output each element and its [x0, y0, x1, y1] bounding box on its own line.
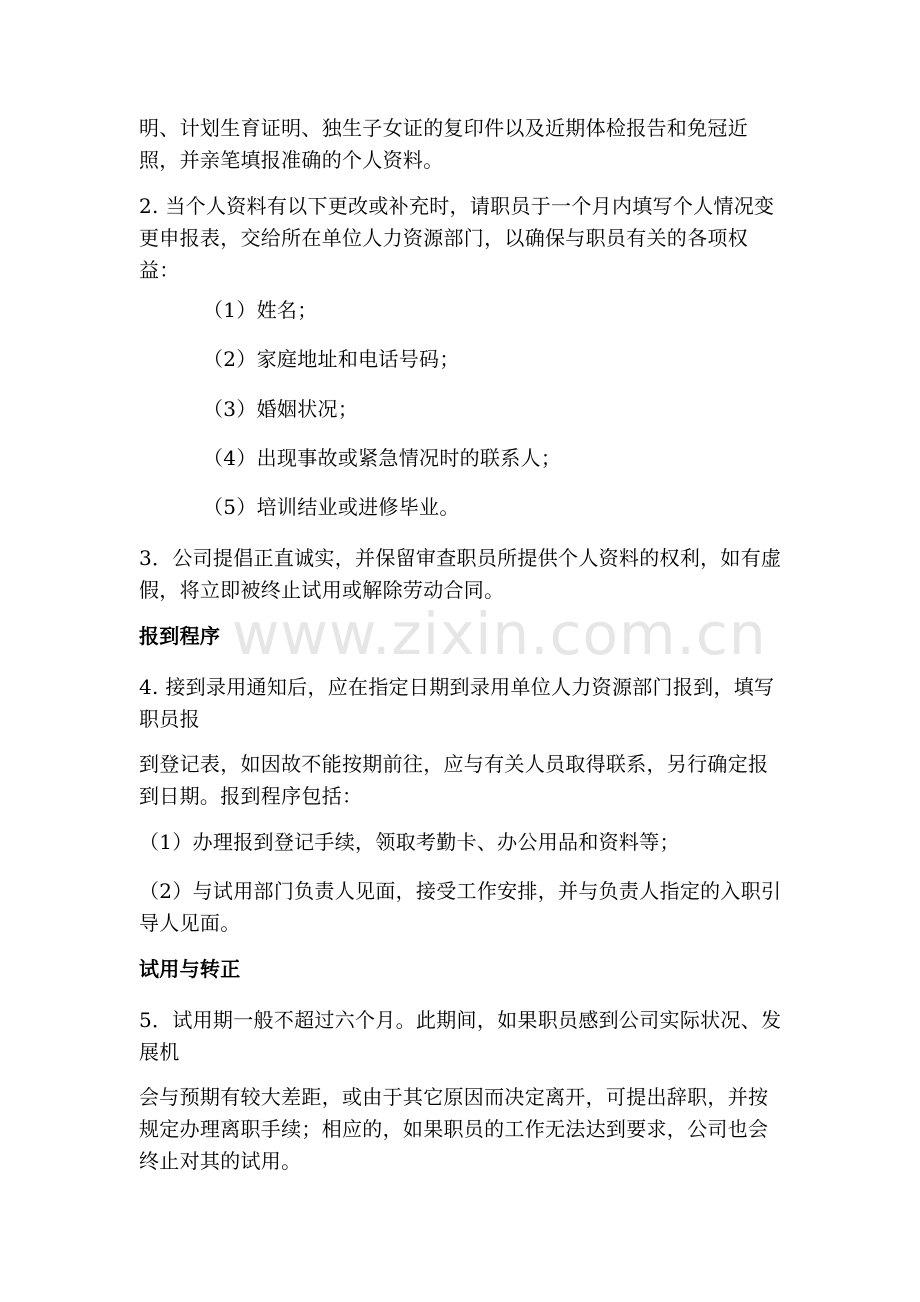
- paragraph-5b: 会与预期有较大差距，或由于其它原因而决定离开，可提出辞职，并按规定办理离职手续；相应的，如果职员的工作无法达到要求，公司也会终止对其的试用。: [139, 1085, 769, 1173]
- list-item: （2）与试用部门负责人见面，接受工作安排，并与负责人指定的入职引导人见面。: [139, 879, 782, 935]
- list-item: （1）办理报到登记手续，领取考勤卡、办公用品和资料等；: [139, 830, 680, 854]
- paragraph-intro: 明、计划生育证明、独生子女证的复印件以及近期体检报告和免冠近照，并亲笔填报准确的个人资料。: [139, 116, 748, 172]
- paragraph-5a: 5．试用期一般不超过六个月。此期间，如果职员感到公司实际状况、发展机: [139, 1008, 782, 1064]
- list-item: （1）姓名；: [203, 298, 318, 322]
- paragraph-3: 3．公司提倡正直诚实，并保留审查职员所提供个人资料的权利，如有虚假，将立即被终止试用或解除劳动合同。: [139, 546, 782, 602]
- paragraph-4a: 4. 接到录用通知后，应在指定日期到录用单位人力资源部门报到，填写职员报: [139, 675, 775, 731]
- paragraph-4b: 到登记表，如因故不能按期前往，应与有关人员取得联系，另行确定报到日期。报到程序包括：: [139, 752, 769, 808]
- watermark: www.zixin.com.cn: [232, 600, 767, 668]
- section-heading-probation: 试用与转正: [139, 957, 241, 981]
- list-item: （2）家庭地址和电话号码；: [203, 347, 460, 371]
- section-heading-report: 报到程序: [139, 624, 221, 648]
- list-item: （4）出现事故或紧急情况时的联系人；: [203, 446, 562, 470]
- list-item: （3）婚姻状况；: [203, 397, 359, 421]
- list-item: （5）培训结业或进修毕业。: [203, 495, 460, 519]
- paragraph-2: 2. 当个人资料有以下更改或补充时，请职员于一个月内填写个人情况变更申报表，交给所在单位人力资源部门，以确保与职员有关的各项权益：: [139, 194, 775, 282]
